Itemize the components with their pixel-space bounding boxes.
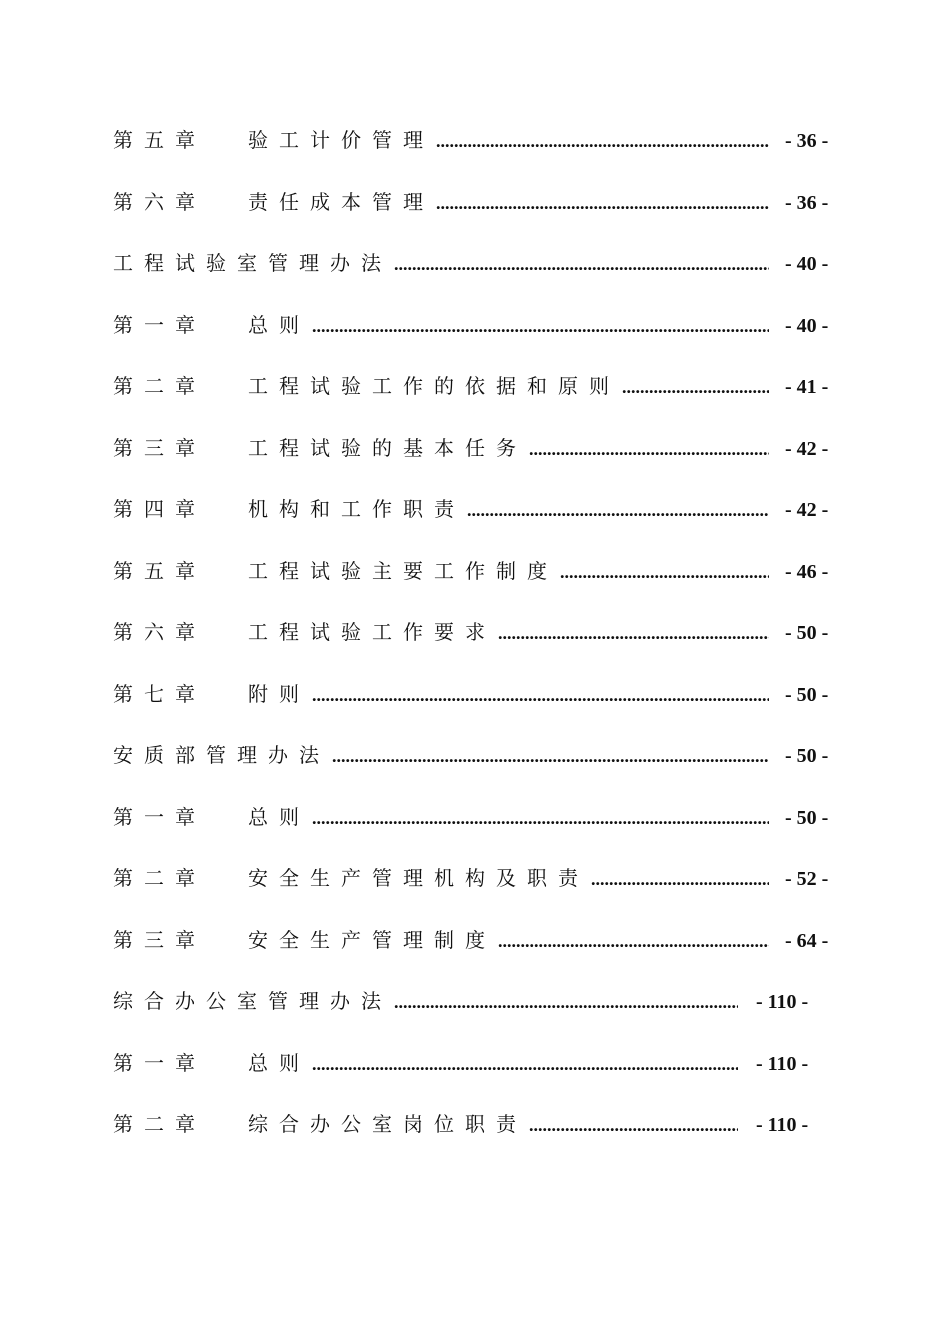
toc-entry[interactable]: [113, 725, 833, 787]
toc-entry[interactable]: [113, 602, 833, 664]
chapter-number: 第七章: [113, 681, 206, 706]
dot-leader: [467, 480, 769, 542]
toc-entry[interactable]: [113, 418, 833, 480]
toc-entry[interactable]: [113, 848, 833, 910]
entry-label: [113, 971, 392, 1033]
toc-entry[interactable]: [113, 110, 833, 172]
page-number: - 50 -: [785, 683, 829, 706]
entry-label: [113, 664, 310, 726]
dot-leader: [312, 1034, 738, 1096]
page-number: - 110 -: [756, 1052, 809, 1075]
dot-leader: [560, 542, 769, 604]
dot-leader: [394, 972, 738, 1034]
entry-label: [113, 910, 496, 972]
chapter-number: 第五章: [113, 558, 206, 583]
entry-label: [113, 418, 527, 480]
dot-leader: [312, 665, 769, 727]
toc-entry[interactable]: [113, 664, 833, 726]
toc-entry[interactable]: [113, 971, 833, 1033]
page-number: - 36 -: [785, 191, 829, 214]
chapter-number: 第四章: [113, 497, 206, 521]
chapter-number: 第一章: [113, 1050, 206, 1075]
dot-leader: [622, 357, 769, 419]
toc-entry[interactable]: [113, 541, 833, 603]
page-number: - 41 -: [785, 376, 829, 398]
dot-leader: [332, 726, 769, 788]
page-number: - 110 -: [756, 1114, 809, 1136]
toc-entry[interactable]: [113, 787, 833, 849]
entry-label: [113, 356, 620, 418]
entry-label: [113, 602, 496, 664]
entry-title: 工程试验工作的依据和原则: [248, 374, 620, 398]
entry-title: 工程试验的基本任务: [248, 435, 527, 460]
section-title: 工程试验室管理办法: [113, 251, 392, 275]
toc-entry[interactable]: [113, 1094, 833, 1156]
toc-entry[interactable]: [113, 295, 833, 357]
dot-leader: [498, 911, 769, 973]
toc-entry[interactable]: [113, 356, 833, 418]
page-number: - 50 -: [785, 806, 829, 829]
toc-entry[interactable]: [113, 479, 833, 541]
section-title: 安质部管理办法: [113, 743, 330, 767]
entry-title: 责任成本管理: [248, 189, 434, 214]
chapter-number: 第二章: [113, 1112, 206, 1136]
entry-title: 机构和工作职责: [248, 497, 465, 521]
entry-label: [113, 110, 434, 172]
entry-label: [113, 1033, 310, 1095]
entry-title: 附则: [248, 681, 310, 706]
page-number: - 110 -: [756, 991, 809, 1013]
entry-title: 验工计价管理: [248, 128, 434, 152]
page-number: - 64 -: [785, 929, 829, 952]
page-number: - 42 -: [785, 499, 829, 521]
chapter-number: 第六章: [113, 189, 206, 214]
chapter-number: 第一章: [113, 804, 206, 829]
toc-entry[interactable]: [113, 1033, 833, 1095]
chapter-number: 第五章: [113, 128, 206, 152]
section-title: 综合办公室管理办法: [113, 989, 392, 1013]
page-number: - 42 -: [785, 437, 829, 460]
table-of-contents: [113, 110, 833, 1156]
chapter-number: 第一章: [113, 312, 206, 337]
entry-label: [113, 787, 310, 849]
chapter-number: 第三章: [113, 435, 206, 460]
dot-leader: [591, 849, 769, 911]
page-number: - 50 -: [785, 745, 829, 767]
entry-title: 安全生产管理制度: [248, 927, 496, 952]
entry-label: [113, 233, 392, 295]
entry-title: 工程试验工作要求: [248, 620, 496, 644]
page-number: - 40 -: [785, 314, 829, 337]
dot-leader: [498, 603, 769, 665]
dot-leader: [312, 296, 769, 358]
toc-entry[interactable]: [113, 910, 833, 972]
dot-leader: [529, 419, 769, 481]
dot-leader: [436, 111, 769, 173]
entry-title: 工程试验主要工作制度: [248, 558, 558, 583]
entry-label: [113, 295, 310, 357]
page-number: - 52 -: [785, 868, 829, 890]
toc-entry[interactable]: [113, 233, 833, 295]
dot-leader: [394, 234, 769, 296]
chapter-number: 第三章: [113, 927, 206, 952]
chapter-number: 第二章: [113, 866, 206, 890]
page-number: - 40 -: [785, 253, 829, 275]
entry-title: 总则: [248, 312, 310, 337]
entry-label: [113, 479, 465, 541]
entry-label: [113, 725, 330, 787]
page-number: - 50 -: [785, 622, 829, 644]
entry-title: 综合办公室岗位职责: [248, 1112, 527, 1136]
entry-title: 安全生产管理机构及职责: [248, 866, 589, 890]
dot-leader: [529, 1095, 738, 1157]
dot-leader: [436, 173, 769, 235]
entry-label: [113, 541, 558, 603]
entry-label: [113, 848, 589, 910]
page-number: - 46 -: [785, 560, 829, 583]
chapter-number: 第六章: [113, 620, 206, 644]
chapter-number: 第二章: [113, 374, 206, 398]
entry-title: 总则: [248, 1050, 310, 1075]
entry-title: 总则: [248, 804, 310, 829]
dot-leader: [312, 788, 769, 850]
page-number: - 36 -: [785, 130, 829, 152]
entry-label: [113, 172, 434, 234]
entry-label: [113, 1094, 527, 1156]
toc-entry[interactable]: [113, 172, 833, 234]
